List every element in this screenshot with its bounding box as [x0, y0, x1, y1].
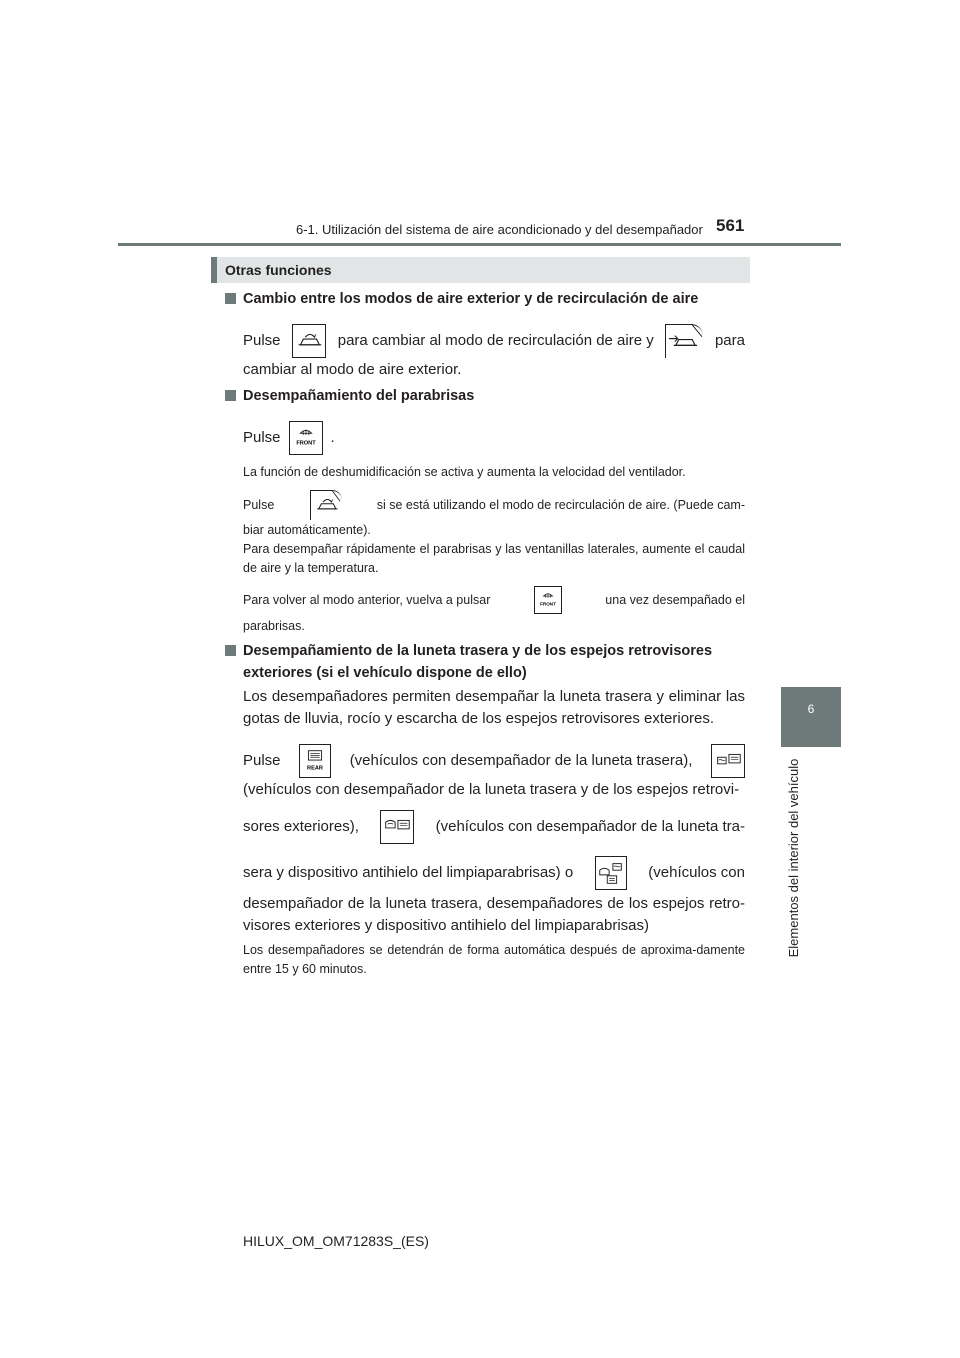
- front-defroster-button-icon: [289, 421, 323, 455]
- front-label: FRONT: [539, 601, 556, 607]
- outside-air-button-icon: [665, 324, 703, 358]
- text: Pulse: [243, 497, 275, 512]
- rear-mirror-defogger-button-icon: [711, 744, 745, 778]
- text: (vehículos con: [648, 864, 745, 881]
- recirculation-button-icon: [292, 324, 326, 358]
- bullet-square: [225, 645, 236, 656]
- chapter-tab: 6: [781, 687, 841, 747]
- note-auto-stop: Los desempañadores se detendrán de forma automática después de aproxima-damente entre 15 y 60 minutos.: [243, 943, 745, 976]
- subsection-heading: [243, 288, 745, 310]
- rear-defogger-line-1: [243, 743, 745, 779]
- text: (vehículos con desempañador de la luneta trasera),: [349, 752, 693, 769]
- section-header: [211, 257, 750, 283]
- bullet-square: [225, 390, 236, 401]
- document-code: HILUX_OM_OM71283S_(ES): [243, 1233, 429, 1249]
- text: si se está utilizando el modo de recirculación de aire. (Puede cam-: [376, 497, 745, 512]
- note-return-mode: [243, 585, 745, 615]
- front-label: FRONT: [295, 440, 316, 447]
- subsection-heading: [243, 385, 745, 407]
- rear-defogger-intro: Los desempañadores permiten desempañar la luneta trasera y eliminar las gotas de lluvia, rocío y escarcha de los espejos retrovisores exteriores.: [243, 688, 745, 727]
- text: .: [330, 429, 335, 446]
- text: Para volver al modo anterior, vuelva a pulsar: [243, 592, 491, 607]
- header-divider: [118, 243, 841, 246]
- rear-defogger-button-icon: [299, 744, 331, 778]
- text: para cambiar al modo de recirculación de aire y: [337, 332, 654, 349]
- rear-label: REAR: [307, 765, 324, 772]
- subsection-heading-text: Desempañamiento del parabrisas: [243, 388, 475, 404]
- rear-defogger-line-4: [243, 855, 745, 891]
- note-recirculation: [243, 490, 745, 520]
- subsection-heading: [243, 640, 745, 684]
- note-automatic: biar automáticamente).: [243, 523, 371, 537]
- full-defogger-button-icon: [595, 856, 627, 890]
- text: para: [714, 332, 745, 349]
- rear-defogger-line-5: desempañador de la luneta trasera, desempañadores de los espejos retro-visores exteriores y dispositivo antihielo del limpiaparabrisas): [243, 895, 745, 934]
- text: sera y dispositivo antihielo del limpiaparabrisas) o: [243, 864, 574, 881]
- note-dehumidify: La función de deshumidificación se activa y aumenta la velocidad del ventilador.: [243, 465, 686, 479]
- chapter-side-label: [780, 758, 804, 958]
- text: Pulse: [243, 332, 281, 349]
- note-windshield-end: parabrisas.: [243, 619, 305, 633]
- windshield-line-1: [243, 420, 745, 456]
- subsection-rear-defogger: [243, 640, 745, 684]
- recirculation-button-icon: [310, 490, 342, 520]
- subsection-windshield: [243, 385, 745, 407]
- subsection-air-mode: [243, 288, 745, 310]
- chapter-side-label-text: Elementos del interior del vehículo: [786, 758, 801, 958]
- rear-defogger-line-3: [243, 808, 745, 846]
- page-number: 561: [716, 216, 745, 235]
- front-defroster-button-icon: [534, 586, 562, 614]
- subsection-heading-text: Desempañamiento de la luneta trasera y de los espejos retrovisores exteriores (si el vehículo dispone de ello): [243, 643, 713, 681]
- rear-wiper-deicer-button-icon: [380, 810, 414, 844]
- text: sores exteriores),: [243, 818, 359, 835]
- text: Pulse: [243, 429, 281, 446]
- air-mode-line-1: [243, 323, 745, 359]
- bullet-square: [225, 293, 236, 304]
- text: (vehículos con desempañador de la luneta tra-: [435, 818, 745, 835]
- rear-defogger-line-2: (vehículos con desempañador de la luneta trasera y de los espejos retrovi-: [243, 781, 740, 798]
- section-marker: [211, 257, 217, 283]
- chapter-title: 6-1. Utilización del sistema de aire acondicionado y del desempañador: [296, 222, 703, 237]
- text: Pulse: [243, 752, 281, 769]
- section-title: Otras funciones: [225, 262, 332, 278]
- air-mode-line-2: cambiar al modo de aire exterior.: [243, 361, 462, 378]
- subsection-heading-text: Cambio entre los modos de aire exterior y de recirculación de aire: [243, 291, 699, 307]
- note-fast-defog: Para desempañar rápidamente el parabrisas y las ventanillas laterales, aumente el caudal de aire y la temperatura.: [243, 542, 745, 575]
- text: una vez desempañado el: [605, 592, 745, 607]
